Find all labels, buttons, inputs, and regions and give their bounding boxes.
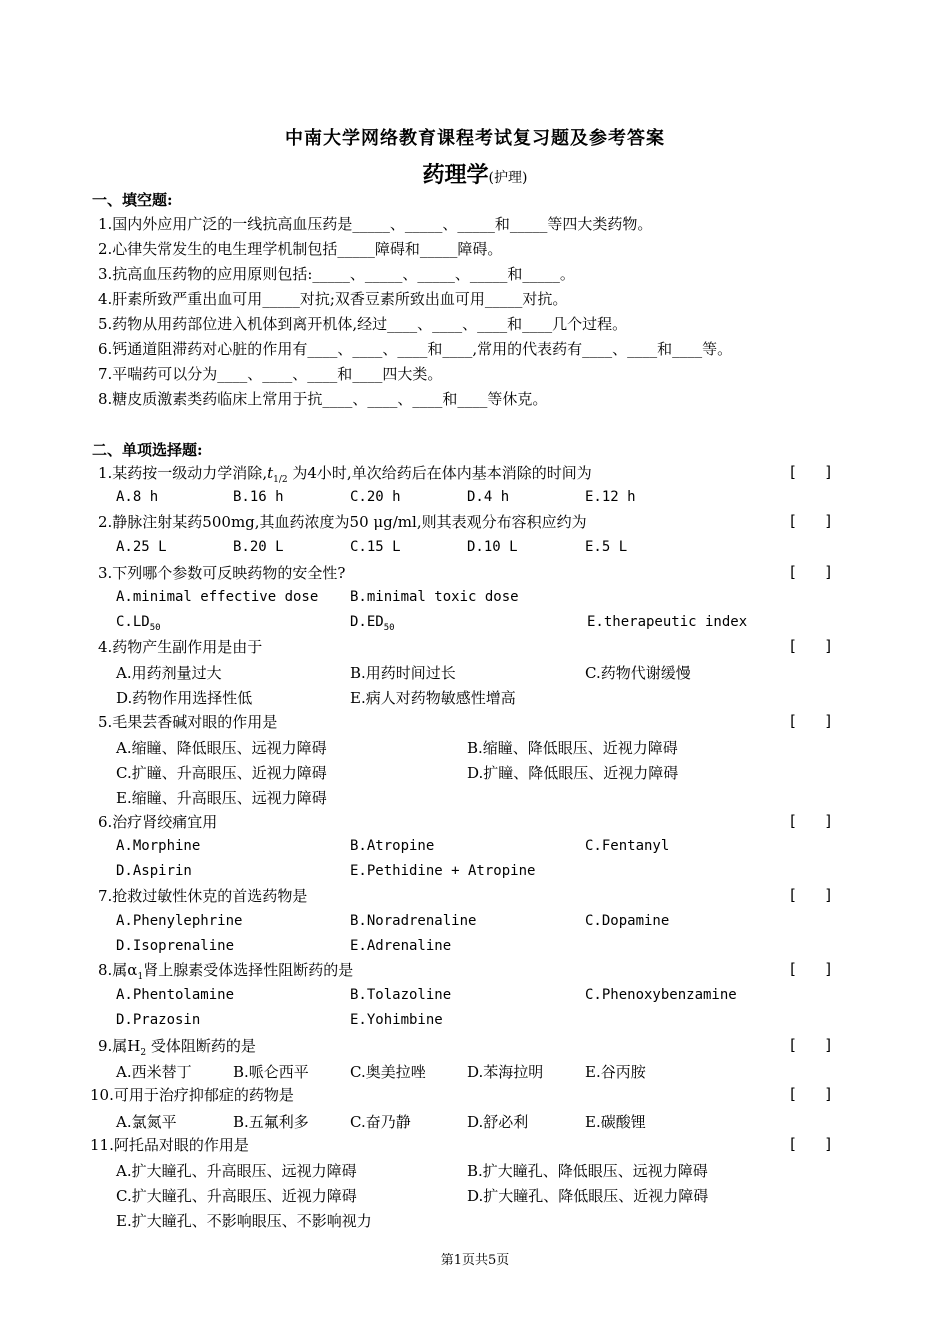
answer-bracket: [ ] — [788, 886, 834, 904]
fill-in-item-8: 8.糖皮质激素类药临床上常用于抗____、____、____和____等休克。 — [98, 390, 548, 408]
question-6-stem: 6.治疗肾绞痛宜用 — [98, 813, 218, 831]
q11-option-e: E.扩大瞳孔、不影响眼压、不影响视力 — [116, 1212, 372, 1230]
q9-option-c: C.奥美拉唑 — [350, 1063, 426, 1081]
q5-option-e: E.缩瞳、升高眼压、远视力障碍 — [116, 789, 327, 807]
q8-option-a: A.Phentolamine — [116, 987, 235, 1003]
question-8-stem: 8.属$\alpha_1$肾上腺素受体选择性阻断药的是 — [98, 961, 354, 982]
question-3-stem: 3.下列哪个参数可反映药物的安全性? — [98, 564, 346, 582]
q9-option-b: B.哌仑西平 — [233, 1063, 309, 1081]
question-4-stem: 4.药物产生副作用是由于 — [98, 638, 263, 656]
q7-option-c: C.Dopamine — [585, 913, 670, 929]
q9-option-d: D.苯海拉明 — [467, 1063, 544, 1081]
section-choice-heading: 二、单项选择题: — [92, 441, 203, 459]
document-subtitle — [0, 158, 950, 189]
q7-option-e: E.Adrenaline — [350, 938, 452, 954]
question-9-stem: 9.属$H_2$ 受体阻断药的是 — [98, 1037, 256, 1058]
answer-bracket: [ ] — [788, 1135, 834, 1153]
q3-option-c: $C.LD_{50}$ — [116, 614, 161, 633]
q2-option-e: E.5 L — [585, 539, 628, 555]
answer-bracket: [ ] — [788, 960, 834, 978]
answer-bracket: [ ] — [788, 463, 834, 481]
q1-option-d: D.4 h — [467, 489, 510, 505]
q1-option-c: C.20 h — [350, 489, 401, 505]
q1-option-a: A.8 h — [116, 489, 159, 505]
question-7-stem: 7.抢救过敏性休克的首选药物是 — [98, 887, 308, 905]
q5-option-a: A.缩瞳、降低眼压、远视力障碍 — [116, 739, 327, 757]
q10-option-b: B.五氟利多 — [233, 1113, 309, 1131]
answer-bracket: [ ] — [788, 812, 834, 830]
q6-option-e: E.Pethidine + Atropine — [350, 863, 536, 879]
fill-in-item-4: 4.肝素所致严重出血可用_____对抗;双香豆素所致出血可用_____对抗。 — [98, 290, 568, 308]
q11-option-a: A.扩大瞳孔、升高眼压、远视力障碍 — [116, 1162, 357, 1180]
q11-option-c: C.扩大瞳孔、升高眼压、近视力障碍 — [116, 1187, 357, 1205]
document-title: 中南大学网络教育课程考试复习题及参考答案 — [285, 128, 665, 149]
question-1-stem: 1.某药按一级动力学消除$,t_{1/2}$ 为4小时,单次给药后在体内基本消除的时间为 — [98, 464, 592, 485]
q3-option-d: $D.ED_{50}$ — [350, 614, 395, 633]
fill-in-item-2: 2.心律失常发生的电生理学机制包括_____障碍和_____障碍。 — [98, 240, 503, 258]
answer-bracket: [ ] — [788, 1036, 834, 1054]
q7-option-a: A.Phenylephrine — [116, 913, 243, 929]
q10-option-c: C.奋乃静 — [350, 1113, 411, 1131]
answer-bracket: [ ] — [788, 512, 834, 530]
page-footer: 第1页共5页 — [440, 1253, 510, 1268]
fill-in-item-3: 3.抗高血压药物的应用原则包括:_____、_____、_____、_____和_____。 — [98, 265, 575, 283]
q2-option-a: A.25 L — [116, 539, 167, 555]
q8-option-d: D.Prazosin — [116, 1012, 201, 1028]
q8-option-b: B.Tolazoline — [350, 987, 452, 1003]
answer-bracket: [ ] — [788, 712, 834, 730]
q10-option-d: D.舒必利 — [467, 1113, 529, 1131]
q1-option-b: B.16 h — [233, 489, 284, 505]
q3-option-a: A.minimal effective dose — [116, 589, 319, 605]
q4-option-e: E.病人对药物敏感性增高 — [350, 689, 516, 707]
fill-in-item-5: 5.药物从用药部位进入机体到离开机体,经过____、____、____和____几个过程。 — [98, 315, 628, 333]
q4-option-b: B.用药时间过长 — [350, 664, 456, 682]
answer-bracket: [ ] — [788, 637, 834, 655]
q2-option-c: C.15 L — [350, 539, 401, 555]
question-2-stem: 2.静脉注射某药500mg,其血药浓度为50 μg/ml,则其表观分布容积应约为 — [98, 513, 587, 531]
q11-option-d: D.扩大瞳孔、降低眼压、近视力障碍 — [467, 1187, 709, 1205]
q6-option-a: A.Morphine — [116, 838, 201, 854]
subject-name: 药理学 — [422, 162, 489, 188]
q8-option-c: C.Phenoxybenzamine — [585, 987, 737, 1003]
answer-bracket: [ ] — [788, 1085, 834, 1103]
q7-option-b: B.Noradrenaline — [350, 913, 477, 929]
q10-option-e: E.碳酸锂 — [585, 1113, 646, 1131]
q9-option-a: A.西米替丁 — [116, 1063, 192, 1081]
subject-qualifier: (护理) — [488, 170, 528, 186]
q4-option-a: A.用药剂量过大 — [116, 664, 222, 682]
q6-option-d: D.Aspirin — [116, 863, 192, 879]
section-fill-in-heading: 一、填空题: — [92, 191, 173, 209]
fill-in-item-7: 7.平喘药可以分为____、____、____和____四大类。 — [98, 365, 443, 383]
q4-option-c: C.药物代谢缓慢 — [585, 664, 691, 682]
q3-option-e: E.therapeutic index — [587, 614, 748, 630]
q5-option-d: D.扩瞳、降低眼压、近视力障碍 — [467, 764, 679, 782]
question-5-stem: 5.毛果芸香碱对眼的作用是 — [98, 713, 278, 731]
q7-option-d: D.Isoprenaline — [116, 938, 235, 954]
question-10-stem: 10.可用于治疗抑郁症的药物是 — [90, 1086, 294, 1104]
q9-option-e: E.谷丙胺 — [585, 1063, 646, 1081]
fill-in-item-1: 1.国内外应用广泛的一线抗高血压药是_____、_____、_____和_____等四大类药物。 — [98, 215, 653, 233]
q2-option-b: B.20 L — [233, 539, 284, 555]
q5-option-c: C.扩瞳、升高眼压、近视力障碍 — [116, 764, 327, 782]
q5-option-b: B.缩瞳、降低眼压、近视力障碍 — [467, 739, 678, 757]
q11-option-b: B.扩大瞳孔、降低眼压、远视力障碍 — [467, 1162, 708, 1180]
answer-bracket: [ ] — [788, 563, 834, 581]
q2-option-d: D.10 L — [467, 539, 518, 555]
q1-option-e: E.12 h — [585, 489, 636, 505]
q4-option-d: D.药物作用选择性低 — [116, 689, 253, 707]
fill-in-item-6: 6.钙通道阻滞药对心脏的作用有____、____、____和____,常用的代表药有____、____和____等。 — [98, 340, 733, 358]
question-11-stem: 11.阿托品对眼的作用是 — [90, 1136, 249, 1154]
q3-option-b: B.minimal toxic dose — [350, 589, 519, 605]
q10-option-a: A.氯氮平 — [116, 1113, 177, 1131]
q8-option-e: E.Yohimbine — [350, 1012, 443, 1028]
q6-option-c: C.Fentanyl — [585, 838, 670, 854]
q6-option-b: B.Atropine — [350, 838, 435, 854]
